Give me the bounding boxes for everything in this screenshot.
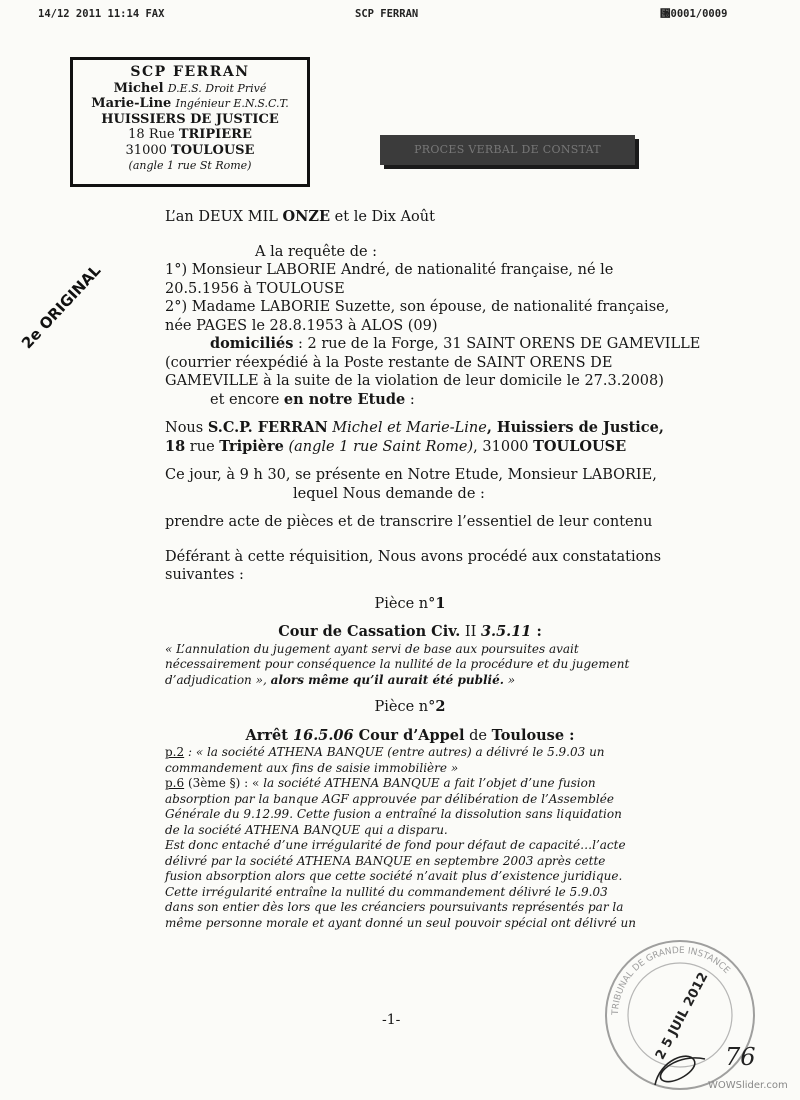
cour1-heading [165, 623, 655, 642]
cour1-name: Cour de Cassation Civ. [278, 623, 461, 640]
nous-names: Michel et Marie-Line [327, 420, 487, 436]
encore-post: : [405, 391, 415, 408]
p2-ref: p.2 [165, 745, 185, 759]
page-number: -1- [382, 1012, 401, 1028]
p6-line-h: Cette irrégularité entraîne la nullité du commandement délivré le 5.9.03 [165, 884, 608, 899]
p6-line-g: fusion absorption alors que cette société n’avait plus d’existence juridique. [165, 869, 623, 883]
quote1-line-c [165, 673, 655, 689]
piece1-label: Pièce n° [374, 595, 436, 612]
addr-rue: rue [185, 438, 220, 455]
prendre-line: prendre acte de pièces et de transcrire l’essentiel de leur contenu [165, 514, 653, 530]
p6-line-d: de la société ATHENA BANQUE qui a disparu. [165, 822, 448, 837]
encore-line [165, 391, 655, 410]
title-michel: D.E.S. Droit Privé [167, 81, 267, 95]
original-stamp: 2e ORIGINAL [18, 261, 105, 353]
fax-timestamp: 14/12 2011 11:14 FAX [38, 8, 165, 20]
name-marie-line: Marie-Line [91, 96, 172, 111]
addr-street: Tripière [219, 437, 284, 455]
p6-section: (3ème §) : « [184, 776, 264, 790]
addr-corner: (angle 1 rue Saint Rome) [283, 438, 474, 455]
arret-heading [165, 727, 655, 746]
street-number: 18 Rue [128, 127, 175, 142]
handwritten-number: 76 [725, 1043, 756, 1071]
city-line [73, 143, 307, 159]
deferant-line-b: suivantes : [165, 567, 244, 583]
firm-name: SCP FERRAN [130, 64, 250, 80]
fax-page-count: ⑐0001/0009 [660, 8, 728, 20]
requete-line: A la requête de : [255, 243, 378, 260]
p6-line-j: même personne morale et ayant donné un seul pouvoir spécial ont délivré un [165, 915, 636, 930]
p6-a: la société ATHENA BANQUE a fait l’objet d’une fusion [263, 776, 596, 790]
party1-line-b: 20.5.1956 à TOULOUSE [165, 280, 345, 297]
arret-court: Cour d’Appel [353, 726, 465, 744]
party1-line-a: 1°) Monsieur LABORIE André, de nationalité française, né le [165, 262, 614, 278]
cejour-line-b: lequel Nous demande de : [293, 485, 485, 502]
date-line [165, 208, 655, 227]
cour1-chamber: II [460, 624, 481, 640]
arret-label: Arrêt [245, 726, 294, 744]
quote1-line-b: nécessairement pour conséquence la nullité de la procédure et du jugement [165, 657, 630, 671]
p2-line-b: commandement aux fins de saisie immobilière » [165, 760, 459, 775]
p6-line-i: dans son entier dès lors que les créanciers poursuivants représentés par la [165, 900, 624, 914]
nous-firm: S.C.P. FERRAN [207, 419, 328, 436]
addr-city: TOULOUSE [533, 437, 627, 455]
cour1-colon: : [531, 623, 542, 640]
encore-etude: en notre Etude [283, 390, 406, 408]
p6-line-b: absorption par la banque AGF approuvée par délibération de l’Assemblée [165, 791, 614, 806]
party2-line-a: 2°) Madame LABORIE Suzette, son épouse, de nationalité française, [165, 299, 670, 315]
p6-line-c: Générale du 9.12.99. Cette fusion a entraîné la dissolution sans liquidation [165, 807, 622, 821]
deferant-line-a: Déférant à cette réquisition, Nous avons procédé aux constatations [165, 548, 662, 565]
piece2-heading [165, 698, 655, 717]
letterhead-line-2 [73, 96, 307, 112]
arret-colon: : [564, 726, 575, 744]
date-year: ONZE [282, 208, 331, 225]
cour1-date: 3.5.11 [480, 623, 532, 640]
letterhead-line-1 [73, 81, 307, 97]
addr-postcode: , 31000 [473, 438, 534, 455]
domicilies-label: domiciliés [210, 335, 294, 352]
arret-city: Toulouse [491, 726, 565, 744]
piece1-heading [165, 595, 655, 614]
postcode: 31000 [125, 142, 167, 158]
date-pre: L’an DEUX MIL [165, 209, 283, 225]
quote1-c-end: » [503, 672, 516, 687]
courrier-line-a: (courrier réexpédié à la Poste restante de SAINT ORENS DE [165, 354, 613, 371]
nous-profession: , Huissiers de Justice, [486, 419, 664, 436]
party2-line-b: née PAGES le 28.8.1953 à ALOS (09) [165, 317, 438, 334]
encore-pre: et encore [210, 391, 284, 408]
title-marie-line: Ingénieur E.N.S.C.T. [175, 97, 289, 110]
fax-sender: SCP FERRAN [355, 8, 419, 20]
name-michel: Michel [113, 80, 164, 96]
seal-date: 2 5 JUIL 2012 [652, 970, 712, 1063]
fax-header [0, 8, 800, 26]
domicilies-address: : 2 rue de la Forge, 31 SAINT ORENS DE GAMEVILLE [293, 336, 701, 352]
court-seal-stamp [600, 935, 760, 1095]
letterhead-box [70, 57, 310, 187]
domicile-line [165, 335, 701, 354]
street-name: TRIPIERE [178, 127, 252, 142]
p6-ref: p.6 [165, 776, 185, 790]
address-line [165, 438, 655, 457]
seal-ring-text: TRIBUNAL DE GRANDE INSTANCE [610, 945, 732, 1016]
cejour-line-a: Ce jour, à 9 h 30, se présente en Notre Etude, Monsieur LABORIE, [165, 467, 657, 483]
document-title: PROCES VERBAL DE CONSTAT [380, 135, 635, 165]
quote1-c: d’adjudication », [165, 672, 271, 687]
arret-date: 16.5.06 [293, 726, 354, 744]
quote1-c-bold: alors même qu’il aurait été publié. [270, 672, 504, 687]
quote1-line-a: « L’annulation du jugement ayant servi de base aux poursuites avait [165, 641, 579, 656]
piece2-number: 2 [435, 698, 446, 715]
piece2-label: Pièce n° [374, 699, 436, 715]
arret-de: de [464, 727, 492, 744]
p2-line-a [165, 745, 655, 761]
nous-line [165, 419, 664, 438]
city: TOULOUSE [171, 142, 255, 158]
nous-pre: Nous [165, 420, 208, 436]
p6-line-f: délivré par la société ATHENA BANQUE en septembre 2003 après cette [165, 853, 606, 868]
p6-line-a [165, 776, 655, 792]
courrier-line-b: GAMEVILLE à la suite de la violation de leur domicile le 27.3.2008) [165, 373, 664, 389]
p2-text-a: : « la société ATHENA BANQUE (entre autres) a délivré le 5.9.03 un [184, 745, 605, 759]
date-post: et le Dix Août [330, 209, 435, 225]
watermark: WOWSlider.com [708, 1080, 788, 1091]
profession: HUISSIERS DE JUSTICE [101, 111, 279, 127]
document-body [165, 208, 701, 931]
addr-number: 18 [165, 437, 186, 455]
p6-line-e: Est donc entaché d’une irrégularité de fond pour défaut de capacité…l’acte [165, 838, 626, 852]
piece1-number: 1 [435, 594, 446, 612]
street-address [73, 127, 307, 143]
corner-note: (angle 1 rue St Rome) [128, 159, 252, 172]
